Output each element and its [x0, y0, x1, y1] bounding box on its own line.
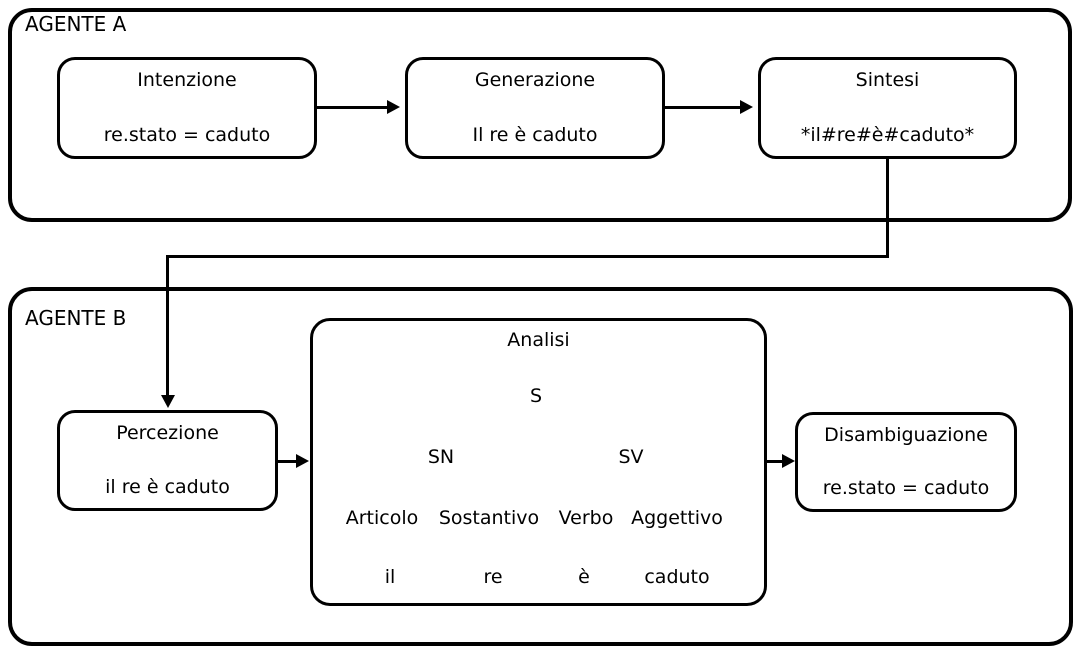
sintesi-title: Sintesi [855, 69, 920, 91]
disambiguazione-box [795, 412, 1017, 512]
intenzione-box [57, 57, 317, 159]
percezione-box [57, 410, 278, 511]
analisi-box [310, 318, 767, 606]
generazione-title: Generazione [474, 69, 596, 91]
arrow-analisi-disambiguazione-head [782, 454, 795, 468]
tree-node-verbo: Verbo [558, 507, 614, 529]
tree-leaf-il: il [384, 566, 396, 588]
analisi-title: Analisi [507, 329, 570, 351]
tree-node-sv: SV [618, 446, 644, 468]
intenzione-content: re.stato = caduto [103, 124, 271, 146]
agent-b-label: AGENTE B [25, 306, 127, 330]
disambiguazione-content: re.stato = caduto [822, 477, 990, 499]
tree-leaf-caduto: caduto [644, 566, 710, 588]
intenzione-title: Intenzione [137, 69, 237, 91]
arrow-intenzione-generazione-head [387, 100, 400, 114]
percezione-content: il re è caduto [105, 476, 230, 498]
tree-node-articolo: Articolo [345, 507, 419, 529]
generazione-content: Il re è caduto [472, 124, 598, 146]
tree-leaf-e: è [578, 566, 590, 588]
tree-node-sostantivo: Sostantivo [438, 507, 540, 529]
tree-node-aggettivo: Aggettivo [631, 507, 723, 529]
tree-node-sn: SN [427, 446, 455, 468]
tree-node-s: S [529, 385, 543, 407]
arrow-generazione-sintesi-line [665, 106, 741, 109]
agent-a-label: AGENTE A [25, 12, 127, 36]
disambiguazione-title: Disambiguazione [824, 424, 988, 446]
connector-horizontal [166, 255, 889, 258]
tree-leaf-re: re [483, 566, 503, 588]
arrow-percezione-analisi-line [278, 460, 297, 463]
arrow-analisi-disambiguazione-line [765, 460, 783, 463]
arrow-generazione-sintesi-head [740, 100, 753, 114]
arrow-percezione-analisi-head [296, 454, 309, 468]
sintesi-content: *il#re#è#caduto* [800, 124, 975, 146]
generazione-box [405, 57, 665, 159]
arrow-intenzione-generazione-line [317, 106, 388, 109]
percezione-title: Percezione [116, 422, 219, 444]
sintesi-box [758, 57, 1017, 159]
connector-sintesi-down [886, 159, 889, 258]
